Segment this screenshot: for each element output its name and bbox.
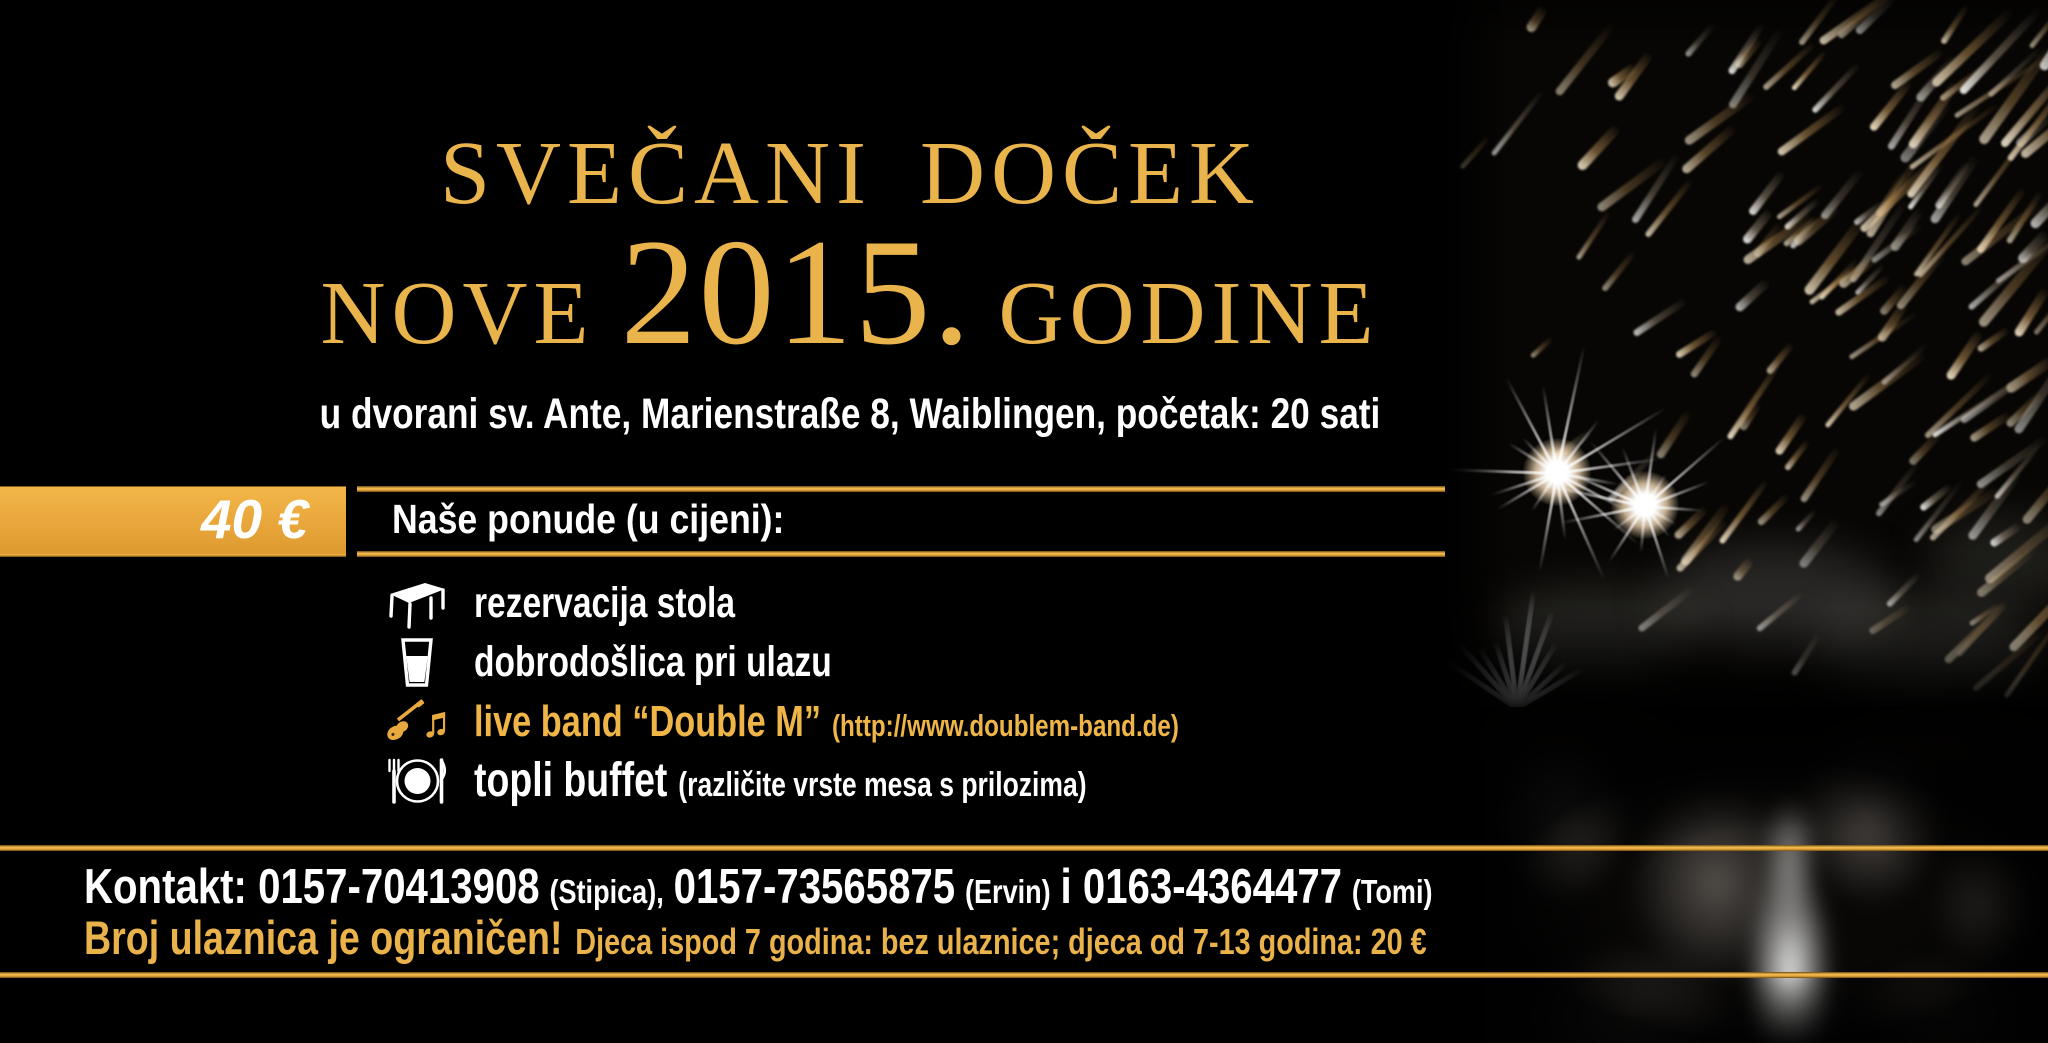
title-line-1: svečani doček bbox=[439, 89, 1260, 231]
price-badge: 40 € bbox=[0, 487, 346, 554]
offer-icon bbox=[386, 579, 448, 629]
price-badge-separator bbox=[346, 483, 357, 559]
offers-header: Naše ponude (u cijeni): bbox=[392, 496, 785, 542]
contact-segment: 0157-73565875 bbox=[673, 860, 956, 914]
title-year: 2015. bbox=[620, 208, 973, 376]
guitar-note-icon bbox=[386, 696, 448, 748]
contact-segment: (Ervin) bbox=[964, 873, 1051, 910]
offers-list bbox=[386, 574, 1436, 810]
title-word-nove: nove bbox=[320, 229, 595, 371]
contact-segment: (Stipica), bbox=[549, 873, 664, 910]
notice-lead: Broj ulaznica je ograničen! bbox=[84, 911, 563, 964]
title-line-2 bbox=[0, 208, 1700, 376]
venue-line: u dvorani sv. Ante, Marienstraße 8, Waiblingen, početak: 20 sati bbox=[319, 390, 1381, 438]
offer-suffix: (http://www.doublem-band.de) bbox=[831, 707, 1179, 743]
contact-segment: (Tomi) bbox=[1351, 873, 1433, 910]
contact-line bbox=[84, 858, 1442, 916]
contact-divider-top bbox=[0, 845, 2048, 851]
crowd-photo bbox=[1438, 707, 2048, 1043]
offer-label: rezervacija stola bbox=[474, 579, 736, 627]
plate-cutlery-icon bbox=[386, 755, 448, 807]
notice-line bbox=[84, 912, 1427, 964]
offer-suffix: (različite vrste mesa s prilozima) bbox=[678, 766, 1087, 804]
bottom-divider bbox=[0, 972, 2048, 978]
title-word-godine: godine bbox=[998, 229, 1380, 371]
offer-label: live band “Double M” bbox=[474, 696, 822, 746]
table-icon bbox=[388, 579, 446, 629]
drink-glass-icon bbox=[400, 638, 434, 688]
offer-label: topli buffet bbox=[474, 754, 668, 807]
offer-icon bbox=[386, 755, 448, 807]
offer-row bbox=[386, 751, 1436, 810]
offer-icon bbox=[386, 638, 448, 688]
crowd-art bbox=[1438, 707, 2048, 1043]
offer-row bbox=[386, 692, 1436, 751]
contact-segment: Kontakt: 0157-70413908 bbox=[84, 860, 540, 914]
offer-icon bbox=[386, 696, 448, 748]
offer-row bbox=[386, 574, 1436, 633]
contact-segment: i 0163-4364477 bbox=[1060, 860, 1343, 914]
offer-row bbox=[386, 633, 1436, 692]
notice-rest: Djeca ispod 7 godina: bez ulaznice; djeca od 7-13 godina: 20 € bbox=[575, 921, 1427, 962]
offer-label: dobrodošlica pri ulazu bbox=[474, 638, 832, 686]
